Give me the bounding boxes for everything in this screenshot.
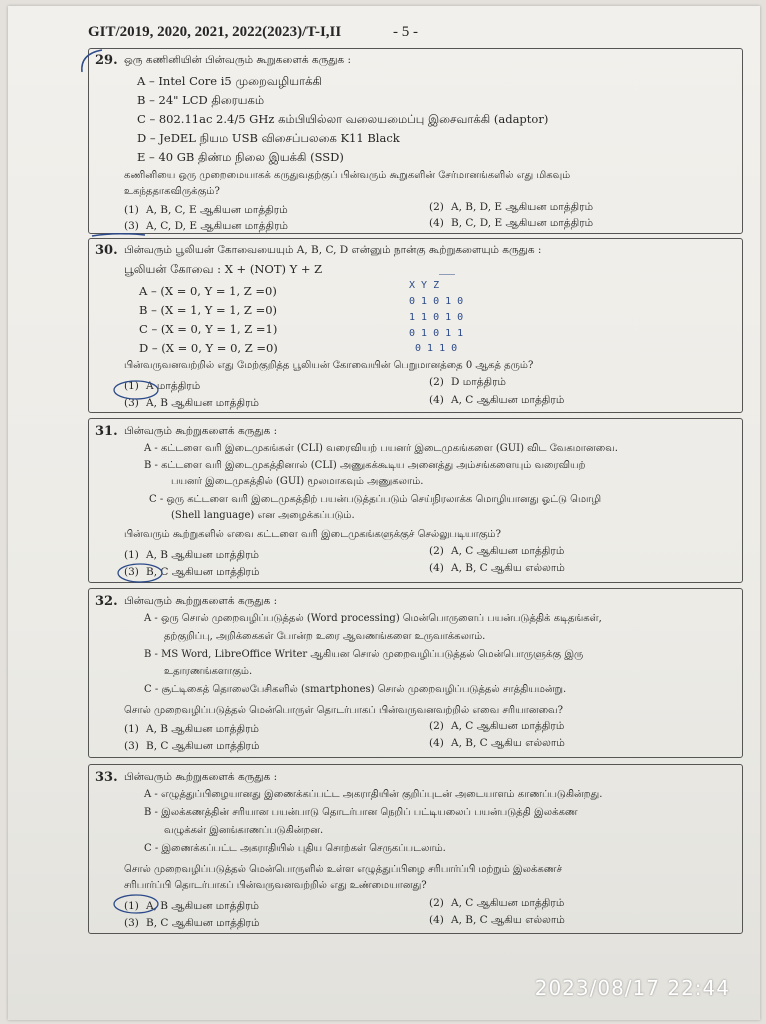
- option-text: A, C ஆகியன மாத்திரம்: [451, 394, 565, 406]
- option-number: (4): [429, 562, 444, 574]
- question-text: பின்வரும் கூற்றுகளில் எவை கட்டளை வரி இடைமுகங்களுக்குச் செல்லுபடியாகும்?: [124, 529, 501, 540]
- option-number: (2): [429, 545, 444, 557]
- handwriting-drawing: [409, 274, 539, 354]
- option-2[interactable]: [429, 897, 564, 910]
- option-4[interactable]: [429, 737, 565, 750]
- option-3[interactable]: [124, 566, 259, 579]
- item-d: D – (X = 0, Y = 0, Z =0): [139, 341, 278, 355]
- option-1[interactable]: [124, 723, 259, 736]
- page-header: [88, 24, 740, 44]
- option-1[interactable]: [124, 380, 200, 393]
- statement-a-line2: தற்குறிப்பு, அறிக்கைகள் போன்ற உரை ஆவணங்களை உருவாக்கலாம்.: [164, 631, 486, 642]
- statement-b-line1: B - MS Word, LibreOffice Writer ஆகியன சொல் முறைவழிப்படுத்தல் மென்பொருளுக்கு இரு: [144, 649, 584, 660]
- option-number: (3): [124, 917, 139, 929]
- option-2[interactable]: [429, 376, 506, 389]
- truth-table-row: 0 1 0 1 0: [409, 296, 464, 307]
- item-a: A – (X = 0, Y = 1, Z =0): [139, 284, 277, 298]
- boolean-expression: பூலியன் கோவை : X + (NOT) Y + Z: [124, 262, 323, 276]
- item-a: A – Intel Core i5 முறைவழியாக்கி: [137, 74, 322, 88]
- exam-page: [8, 6, 760, 1020]
- question-number: 30.: [95, 243, 118, 258]
- option-text: B, C, D, E ஆகியன மாத்திரம்: [451, 217, 594, 229]
- option-text: A, B ஆகியன மாத்திரம்: [146, 723, 259, 735]
- camera-timestamp: 2023/08/17 22:44: [534, 976, 730, 1000]
- option-text: A, C ஆகியன மாத்திரம்: [451, 545, 565, 557]
- page-number: - 5 -: [393, 24, 418, 40]
- question-text-line1: சொல் முறைவழிப்படுத்தல் மென்பொருளில் உள்ள எழுத்துப்பிழை சரிபார்ப்பி மற்றும் இலக்கணச்: [124, 864, 563, 875]
- option-1[interactable]: [124, 204, 288, 217]
- option-3[interactable]: [124, 220, 288, 233]
- statement-b-line2: உதாரணங்களாகும்.: [164, 666, 253, 677]
- statement-b-line1: B - கட்டளை வரி இடைமுகத்தினால் (CLI) அணுகக்கூடிய அனைத்து அம்சங்களையும் வரைவியற்: [144, 460, 586, 471]
- question-30: [88, 238, 743, 413]
- option-number: (4): [429, 737, 444, 749]
- item-c: C – 802.11ac 2.4/5 GHz கம்பியில்லா வலையமைப்பு இசைவாக்கி (adaptor): [137, 112, 549, 126]
- option-text: B, C ஆகியன மாத்திரம்: [146, 566, 260, 578]
- option-2[interactable]: [429, 201, 593, 214]
- statement-b-line1: B - இலக்கணத்தின் சரியான பயன்பாடு தொடர்பான நெறிப் பட்டியலைப் பயன்படுத்தி இலக்கண: [144, 807, 578, 818]
- option-3[interactable]: [124, 397, 259, 410]
- item-d: D – JeDEL நியம USB விசைப்பலகை K11 Black: [137, 131, 400, 145]
- option-text: A, C ஆகியன மாத்திரம்: [451, 720, 565, 732]
- option-number: (2): [429, 720, 444, 732]
- exam-code: GIT/2019, 2020, 2021, 2022(2023)/T-I,II: [88, 24, 342, 40]
- question-stem: பின்வரும் கூற்றுகளைக் கருதுக :: [124, 425, 278, 437]
- option-text: A, B, C ஆகிய எல்லாம்: [451, 914, 565, 926]
- question-stem: பின்வரும் கூற்றுகளைக் கருதுக :: [124, 595, 278, 607]
- option-2[interactable]: [429, 720, 564, 733]
- option-text: A, B, D, E ஆகியன மாத்திரம்: [451, 201, 594, 213]
- statement-a: A - எழுத்துப்பிழையானது இணைக்கப்பட்ட அகராதியின் குறிப்புடன் அடையாளம் காணப்படுகின்றது.: [144, 789, 603, 800]
- question-number: 33.: [95, 770, 118, 785]
- item-b: B – (X = 1, Y = 1, Z =0): [139, 303, 278, 317]
- question-stem: பின்வரும் கூற்றுகளைக் கருதுக :: [124, 771, 278, 783]
- option-number: (4): [429, 914, 444, 926]
- option-3[interactable]: [124, 917, 259, 930]
- option-text: D மாத்திரம்: [451, 376, 507, 388]
- statement-b-line2: வழுக்கள் இனங்காணப்படுகின்றன.: [164, 825, 324, 836]
- question-text-line2: சரிபார்ப்பி தொடர்பாகப் பின்வருவனவற்றில் எது உண்மையானது?: [124, 880, 427, 891]
- truth-table-row: X Y Z: [409, 280, 440, 291]
- option-number: (2): [429, 897, 444, 909]
- question-number: 31.: [95, 424, 118, 439]
- option-number: (1): [124, 204, 139, 216]
- option-4[interactable]: [429, 562, 565, 575]
- statement-c: C - சூட்டிகைத் தொலைபேசிகளில் (smartphones) சொல் முறைவழிப்படுத்தல் சாத்தியமன்று.: [144, 684, 567, 695]
- option-number: (1): [124, 380, 139, 392]
- option-number: (1): [124, 723, 139, 735]
- option-text: A, C, D, E ஆகியன மாத்திரம்: [146, 220, 288, 232]
- question-stem: பின்வரும் பூலியன் கோவையையும் A, B, C, D என்னும் நான்கு கூற்றுகளையும் கருதுக :: [124, 244, 542, 256]
- question-number: 29.: [95, 53, 118, 68]
- option-2[interactable]: [429, 545, 564, 558]
- option-text: A, B ஆகியன மாத்திரம்: [146, 549, 259, 561]
- item-e: E – 40 GB திண்ம நிலை இயக்கி (SSD): [137, 150, 344, 164]
- option-3[interactable]: [124, 740, 259, 753]
- statement-a: A - கட்டளை வரி இடைமுகங்கள் (CLI) வரைவியற் பயனர் இடைமுகங்களை (GUI) விட வேகமானவை.: [144, 443, 618, 454]
- statement-b-line2: பயனர் இடைமுகத்தில் (GUI) மூலமாகவும் அணுகலாம்.: [171, 476, 424, 487]
- option-text: A, B ஆகியன மாத்திரம்: [146, 397, 259, 409]
- option-text: A, C ஆகியன மாத்திரம்: [451, 897, 565, 909]
- option-number: (3): [124, 397, 139, 409]
- option-number: (2): [429, 201, 444, 213]
- pen-stroke: [92, 234, 145, 236]
- question-stem: ஒரு கணினியின் பின்வரும் கூறுகளைக் கருதுக :: [124, 54, 352, 66]
- option-text: A, B, C ஆகிய எல்லாம்: [451, 737, 565, 749]
- option-number: (3): [124, 566, 139, 578]
- statement-a-line1: A - ஒரு சொல் முறைவழிப்படுத்தல் (Word processing) மென்பொருளைப் பயன்படுத்திக் கடிதங்கள்,: [144, 613, 602, 624]
- question-31: [88, 418, 743, 583]
- option-number: (4): [429, 394, 444, 406]
- question-text-line2: உகந்ததாகவிருக்கும்?: [124, 186, 220, 197]
- question-32: [88, 588, 743, 758]
- option-1[interactable]: [124, 549, 259, 562]
- option-number: (2): [429, 376, 444, 388]
- question-29: [88, 48, 743, 234]
- option-number: (4): [429, 217, 444, 229]
- question-33: [88, 764, 743, 934]
- option-number: (1): [124, 900, 139, 912]
- item-b: B – 24" LCD திரையகம்: [137, 93, 265, 107]
- option-number: (3): [124, 220, 139, 232]
- option-number: (3): [124, 740, 139, 752]
- option-text: A மாத்திரம்: [146, 380, 201, 392]
- truth-table-row: 0 1 1 0: [415, 343, 458, 354]
- question-text-line1: கணினியை ஒரு முறைமையாகக் கருதுவதற்குப் பின்வரும் கூறுகளின் சேர்மானங்களில் எது மிகவும்: [124, 170, 571, 181]
- option-text: A, B ஆகியன மாத்திரம்: [146, 900, 259, 912]
- option-4[interactable]: [429, 914, 565, 927]
- statement-c-line2: (Shell language) என அழைக்கப்படும்.: [171, 510, 355, 521]
- option-text: A, B, C ஆகிய எல்லாம்: [451, 562, 565, 574]
- statement-c: C - இணைக்கப்பட்ட அகராதியில் புதிய சொற்கள் செருகப்படலாம்.: [144, 843, 446, 854]
- option-4[interactable]: [429, 217, 593, 230]
- question-number: 32.: [95, 594, 118, 609]
- statement-c-line1: C - ஒரு கட்டளை வரி இடைமுகத்திற் பயன்படுத்தப்படும் செய்நிரலாக்க மொழியானது ஓட்டு மொழி: [149, 494, 602, 505]
- option-text: B, C ஆகியன மாத்திரம்: [146, 917, 260, 929]
- truth-table-row: 0 1 0 1 1: [409, 328, 464, 339]
- question-text: பின்வருவனவற்றில் எது மேற்குறித்த பூலியன் கோவையின் பெறுமானத்தை 0 ஆகத் தரும்?: [124, 360, 534, 371]
- truth-table-row: 1 1 0 1 0: [409, 312, 464, 323]
- question-text: சொல் முறைவழிப்படுத்தல் மென்பொருள் தொடர்பாகப் பின்வருவனவற்றில் எவை சரியானவை?: [124, 705, 563, 716]
- option-4[interactable]: [429, 394, 564, 407]
- option-text: A, B, C, E ஆகியன மாத்திரம்: [146, 204, 288, 216]
- option-1[interactable]: [124, 900, 259, 913]
- option-text: B, C ஆகியன மாத்திரம்: [146, 740, 260, 752]
- handwritten-truth-table: [409, 274, 539, 354]
- option-number: (1): [124, 549, 139, 561]
- item-c: C – (X = 0, Y = 1, Z =1): [139, 322, 278, 336]
